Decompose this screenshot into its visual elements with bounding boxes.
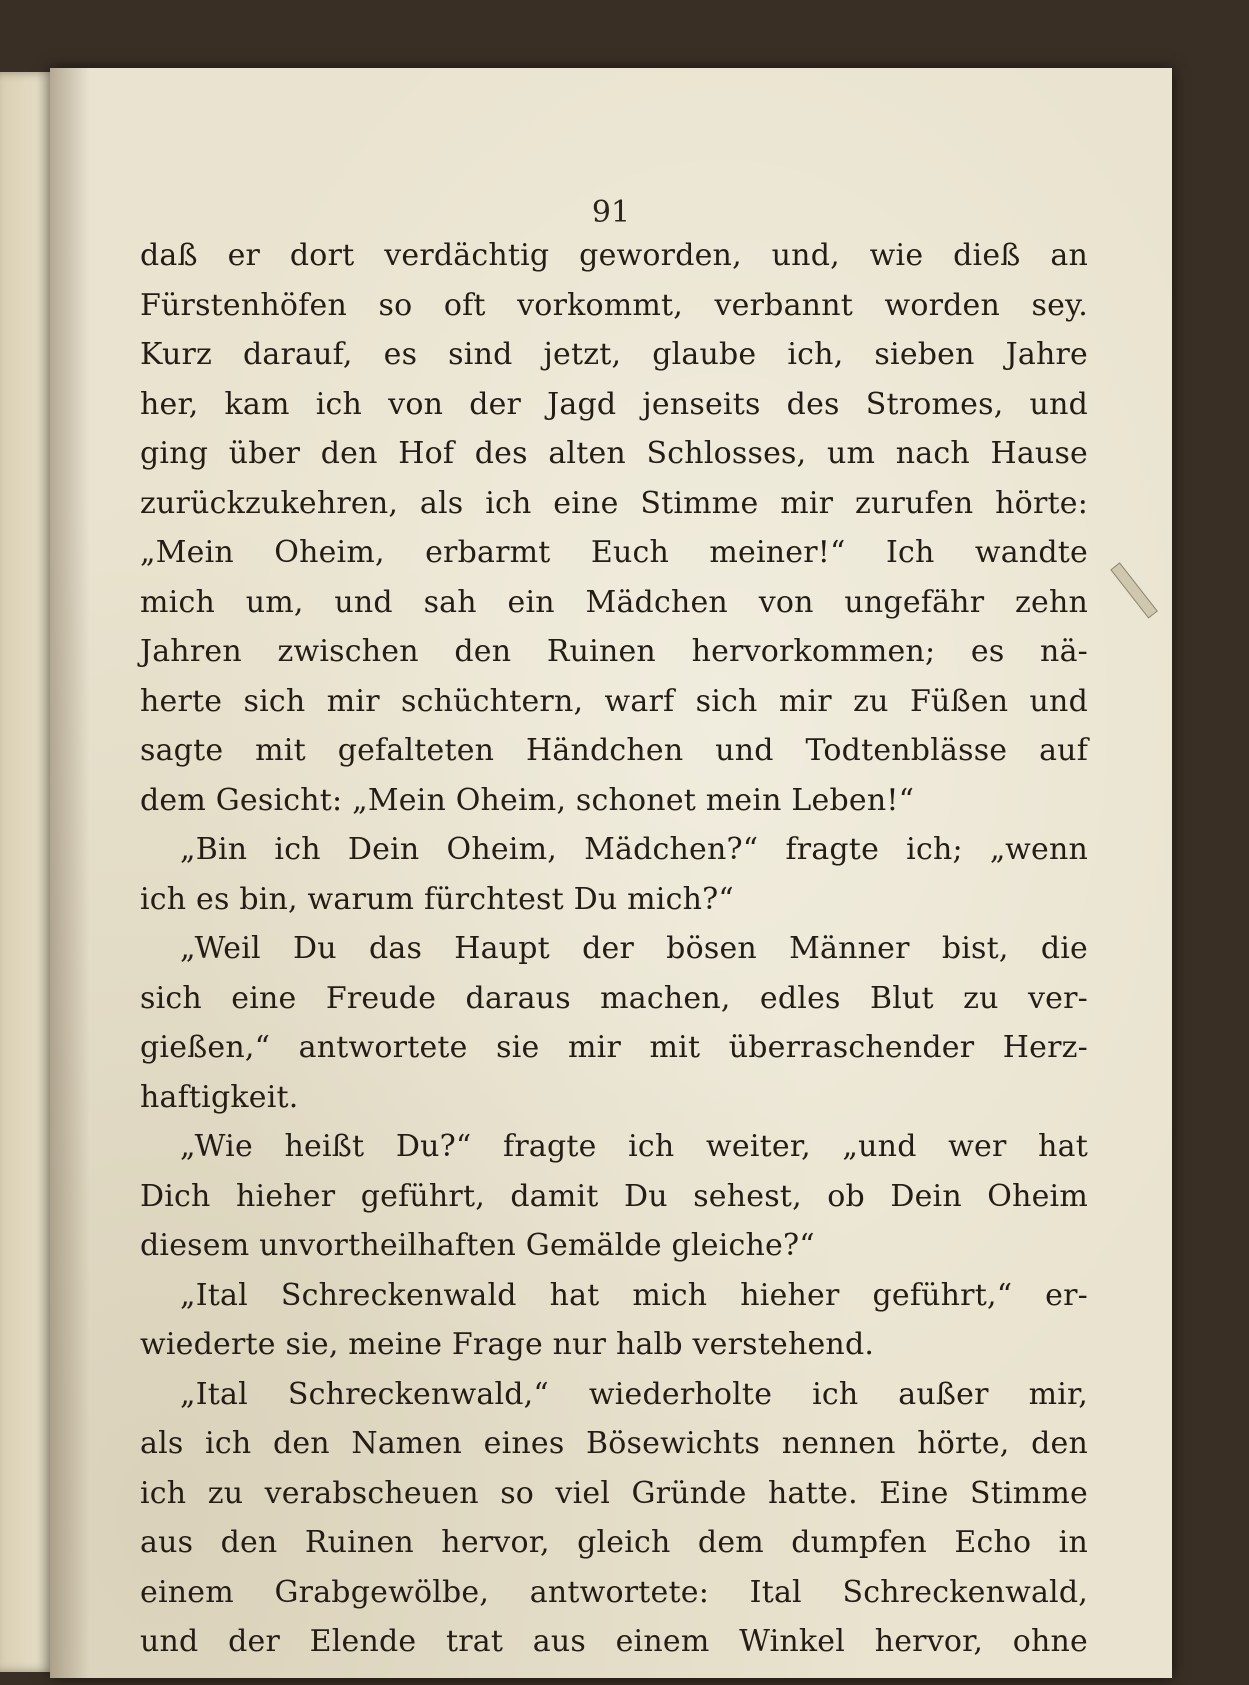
- text-line: wiederte sie, meine Frage nur halb verstehend.: [140, 1327, 875, 1362]
- text-line: einem Grabgewölbe, antwortete: Ital Schreckenwald,: [140, 1574, 1088, 1610]
- text-line: Kurz darauf, es sind jetzt, glaube ich, sieben Jahre: [140, 337, 1088, 372]
- text-line: herte sich mir schüchtern, warf sich mir zu Füßen und: [140, 683, 1088, 719]
- text-line: ging über den Hof des alten Schlosses, um nach Hause: [140, 436, 1088, 471]
- book-page: [50, 68, 1172, 1678]
- text-line: „Ital Schreckenwald hat mich hieher geführt,“ er-: [180, 1277, 1088, 1313]
- text-line: gießen,“ antwortete sie mir mit überraschender Herz-: [140, 1030, 1088, 1065]
- text-line: Fürstenhöfen so oft vorkommt, verbannt worden sey.: [140, 287, 1088, 323]
- text-line: haftigkeit.: [140, 1079, 299, 1115]
- text-line: ich zu verabscheuen so viel Gründe hatte. Eine Stimme: [140, 1475, 1088, 1511]
- text-line: „Ital Schreckenwald,“ wiederholte ich außer mir,: [180, 1376, 1088, 1412]
- page-number: 91: [591, 195, 631, 230]
- text-line: „Wie heißt Du?“ fragte ich weiter, „und wer hat: [180, 1129, 1088, 1164]
- text-line: aus den Ruinen hervor, gleich dem dumpfen Echo in: [140, 1525, 1088, 1560]
- text-line: sagte mit gefalteten Händchen und Todtenblässe auf: [140, 733, 1088, 768]
- text-line: „Weil Du das Haupt der bösen Männer bist, die: [180, 931, 1088, 966]
- text-line: zurückzukehren, als ich eine Stimme mir zurufen hörte:: [140, 485, 1088, 521]
- body-text: [140, 231, 1088, 1667]
- text-line: als ich den Namen eines Bösewichts nennen hörte, den: [140, 1426, 1088, 1461]
- text-line: „Mein Oheim, erbarmt Euch meiner!“ Ich wandte: [140, 535, 1088, 570]
- text-line: dem Gesicht: „Mein Oheim, schonet mein Leben!“: [140, 782, 915, 818]
- text-line: mich um, und sah ein Mädchen von ungefähr zehn: [140, 584, 1088, 620]
- text-line: daß er dort verdächtig geworden, und, wie dieß an: [140, 238, 1088, 273]
- page-gutter-shadow: [50, 68, 90, 1678]
- text-line: Jahren zwischen den Ruinen hervorkommen; es nä-: [140, 634, 1088, 669]
- text-line: sich eine Freude daraus machen, edles Blut zu ver-: [140, 980, 1088, 1016]
- text-line: her, kam ich von der Jagd jenseits des Stromes, und: [140, 386, 1088, 422]
- text-line: Dich hieher geführt, damit Du sehest, ob Dein Oheim: [140, 1178, 1088, 1214]
- text-line: und der Elende trat aus einem Winkel hervor, ohne: [140, 1624, 1088, 1659]
- text-line: ich es bin, warum fürchtest Du mich?“: [140, 881, 734, 917]
- text-line: diesem unvortheilhaften Gemälde gleiche?“: [140, 1228, 815, 1263]
- text-line: „Bin ich Dein Oheim, Mädchen?“ fragte ich; „wenn: [180, 832, 1088, 867]
